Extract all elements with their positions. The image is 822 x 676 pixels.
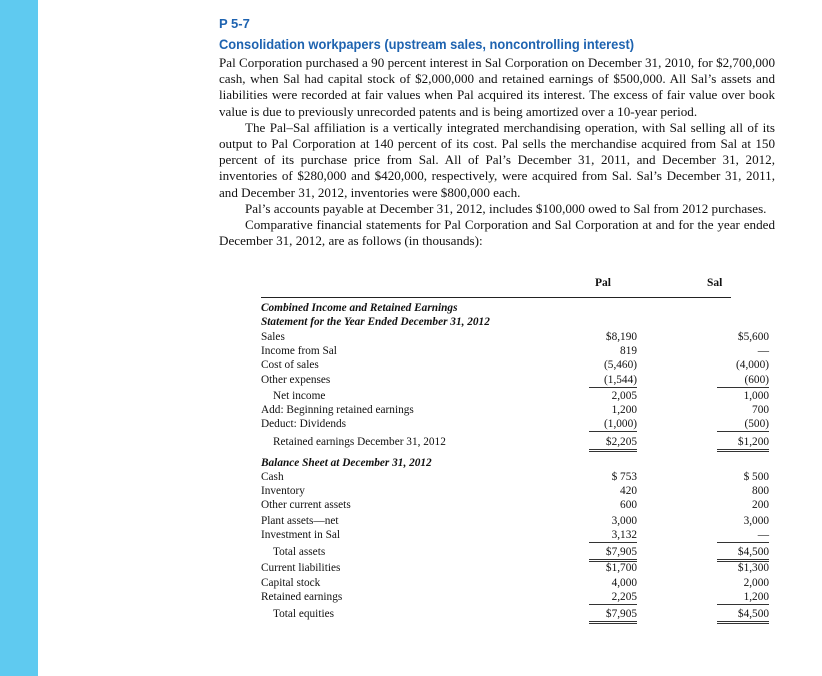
pal-value: $2,205 xyxy=(589,435,637,452)
row-label: Retained earnings December 31, 2012 xyxy=(273,436,446,448)
paragraph-4: Comparative financial statements for Pal Corporation and Sal Corporation at and for the year ended December 31, 2012, are as follows (in thousands): xyxy=(219,217,775,249)
pal-value: 2,205 xyxy=(589,590,637,605)
sal-value: $4,500 xyxy=(717,545,769,562)
pal-value: 3,132 xyxy=(589,528,637,543)
row-label: Other expenses xyxy=(261,374,331,386)
table-row xyxy=(261,403,769,417)
pal-value: 4,000 xyxy=(611,577,637,589)
table-row xyxy=(261,514,769,528)
row-label: Inventory xyxy=(261,485,305,497)
table-row xyxy=(261,545,769,559)
pal-value: $8,190 xyxy=(605,331,637,343)
pal-value: (1,544) xyxy=(589,373,637,388)
sal-value: $4,500 xyxy=(717,607,769,624)
row-label: Cash xyxy=(261,471,284,483)
row-label: Other current assets xyxy=(261,499,351,511)
row-label: Income from Sal xyxy=(261,345,337,357)
sal-value: $1,200 xyxy=(717,435,769,452)
sal-value: 1,200 xyxy=(717,590,769,605)
problem-title: Consolidation workpapers (upstream sales, noncontrolling interest) xyxy=(219,36,635,52)
sal-value: 2,000 xyxy=(743,577,769,589)
pal-value: $7,905 xyxy=(589,545,637,562)
balance-heading: Balance Sheet at December 31, 2012 xyxy=(261,457,432,469)
sal-value: 700 xyxy=(752,404,769,416)
row-label: Capital stock xyxy=(261,577,321,589)
problem-text xyxy=(219,55,775,249)
pal-value: 420 xyxy=(620,485,637,497)
pal-value: (5,460) xyxy=(604,359,637,371)
table-row xyxy=(261,417,769,431)
paragraph-3: Pal’s accounts payable at December 31, 2012, includes $100,000 owed to Sal from 2012 purchases. xyxy=(245,200,767,216)
pal-value: 600 xyxy=(620,499,637,511)
table-row xyxy=(261,576,769,590)
column-header-sal: Sal xyxy=(707,277,723,289)
income-heading-row-2 xyxy=(261,315,761,329)
pal-value: 819 xyxy=(620,345,637,357)
sal-value: 200 xyxy=(752,499,769,511)
row-label: Sales xyxy=(261,331,285,343)
sal-value: (600) xyxy=(717,373,769,388)
sal-value: 1,000 xyxy=(743,390,769,402)
table-row xyxy=(261,528,769,542)
paragraph-1: Pal Corporation purchased a 90 percent interest in Sal Corporation on December 31, 2010, for $2,700,000 cash, when Sal had capital stock of $2,000,000 and retained earnings of $500,000. All Sal’s assets and liabilities were recorded at fair values when Pal acquired its interest. The excess of fair value over book value is due to previously unrecorded patents and is being amortized over a 10-year period. xyxy=(219,55,775,119)
table-row xyxy=(261,498,769,512)
sal-value: $1,300 xyxy=(737,562,769,574)
table-row xyxy=(261,561,769,575)
table-row xyxy=(261,389,769,403)
pal-value: $7,905 xyxy=(589,607,637,624)
table-row xyxy=(261,435,769,449)
paragraph-2: The Pal–Sal affiliation is a vertically integrated merchandising operation, with Sal selling all of its output to Pal Corporation at 140 percent of its cost. Pal sells the merchandise acquired from Sal at 150 percent of its purchase price from Sal. All of Pal’s December 31, 2011, and December 31, 2012, inventories of $280,000 and $420,000, respectively, were acquired from Sal. Sal’s December 31, 2011, and December 31, 2012, inventories were $800,000 each. xyxy=(219,119,775,200)
table-row xyxy=(261,590,769,604)
pal-value: $ 753 xyxy=(611,471,637,483)
sal-value: (500) xyxy=(717,417,769,432)
row-label: Current liabilities xyxy=(261,562,341,574)
table-row xyxy=(261,330,769,344)
balance-heading-row xyxy=(261,456,761,470)
sal-value: $5,600 xyxy=(737,331,769,343)
pal-value: 1,200 xyxy=(611,404,637,416)
row-label: Plant assets—net xyxy=(261,515,339,527)
pal-value: 3,000 xyxy=(611,515,637,527)
table-row xyxy=(261,373,769,387)
sal-value: (4,000) xyxy=(736,359,769,371)
pal-value: $1,700 xyxy=(605,562,637,574)
table-row xyxy=(261,470,769,484)
problem-number: P 5-7 xyxy=(219,16,250,31)
sal-value: — xyxy=(717,528,769,543)
row-label: Total assets xyxy=(273,546,326,558)
row-label: Retained earnings xyxy=(261,591,343,603)
row-label: Deduct: Dividends xyxy=(261,418,347,430)
row-label: Net income xyxy=(273,390,326,402)
table-row xyxy=(261,484,769,498)
pal-value: 2,005 xyxy=(611,390,637,402)
sal-value: — xyxy=(757,345,769,357)
left-margin-bar xyxy=(0,0,38,676)
income-heading-line-1: Combined Income and Retained Earnings xyxy=(261,302,458,314)
row-label: Cost of sales xyxy=(261,359,319,371)
sal-value: $ 500 xyxy=(743,471,769,483)
row-label: Add: Beginning retained earnings xyxy=(261,404,414,416)
sal-value: 800 xyxy=(752,485,769,497)
column-header-pal: Pal xyxy=(595,277,611,289)
income-heading-row xyxy=(261,301,761,315)
table-row xyxy=(261,344,769,358)
sal-value: 3,000 xyxy=(743,515,769,527)
header-rule xyxy=(261,297,731,298)
income-heading-line-2: Statement for the Year Ended December 31, 2012 xyxy=(261,316,490,328)
table-row xyxy=(261,358,769,372)
table-row xyxy=(261,607,769,621)
pal-value: (1,000) xyxy=(589,417,637,432)
row-label: Investment in Sal xyxy=(261,529,341,541)
row-label: Total equities xyxy=(273,608,335,620)
